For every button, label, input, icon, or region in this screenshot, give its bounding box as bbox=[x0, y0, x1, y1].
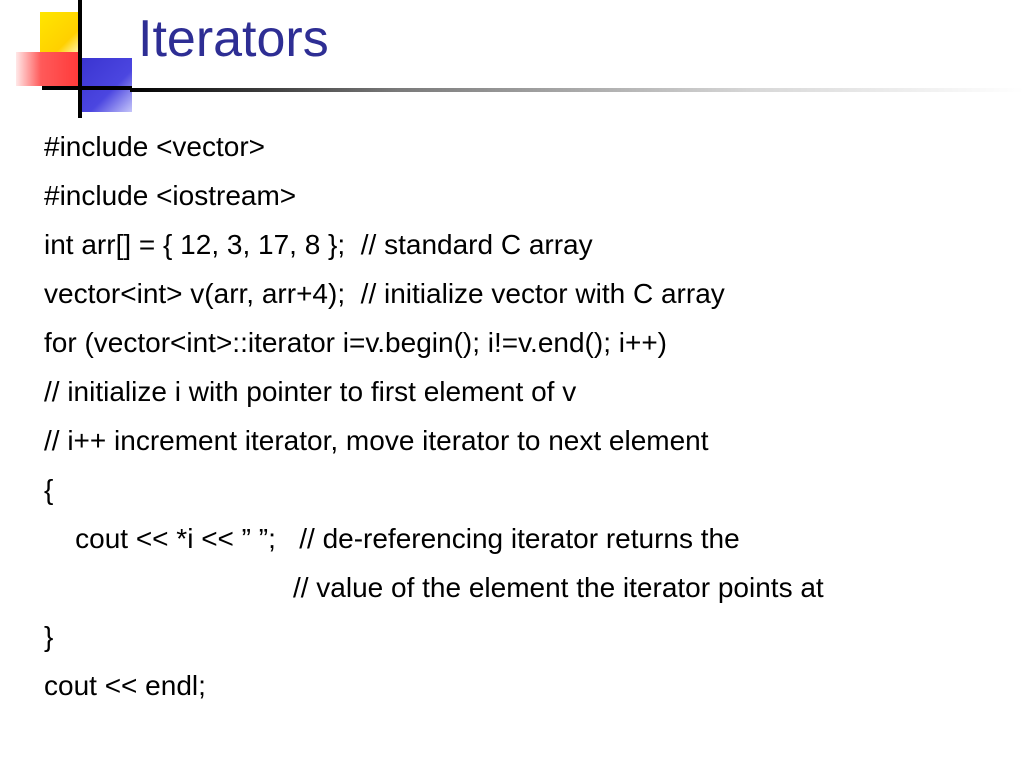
slide-title: Iterators bbox=[138, 10, 329, 68]
code-line: // value of the element the iterator points at bbox=[44, 572, 824, 603]
code-line: // initialize i with pointer to first element of v bbox=[44, 376, 577, 407]
code-line: #include <vector> bbox=[44, 131, 266, 162]
red-bar-decoration bbox=[16, 52, 78, 86]
title-underline bbox=[130, 88, 1024, 92]
code-line: cout << *i << ” ”; // de-referencing iterator returns the bbox=[44, 523, 740, 554]
code-line: { bbox=[44, 474, 54, 505]
code-line: for (vector<int>::iterator i=v.begin(); i!=v.end(); i++) bbox=[44, 327, 667, 358]
code-line: #include <iostream> bbox=[44, 180, 297, 211]
code-listing bbox=[44, 126, 1004, 714]
vertical-rule-decoration bbox=[78, 0, 82, 118]
code-line: int arr[] = { 12, 3, 17, 8 }; // standard C array bbox=[44, 229, 593, 260]
code-line: vector<int> v(arr, arr+4); // initialize vector with C array bbox=[44, 278, 725, 309]
blue-square-decoration bbox=[80, 58, 132, 112]
yellow-square-decoration bbox=[40, 12, 80, 52]
code-line: // i++ increment iterator, move iterator to next element bbox=[44, 425, 709, 456]
slide-logo-decoration bbox=[0, 0, 140, 120]
code-line: cout << endl; bbox=[44, 670, 206, 701]
code-line: } bbox=[44, 621, 54, 652]
horizontal-rule-decoration bbox=[42, 86, 132, 90]
